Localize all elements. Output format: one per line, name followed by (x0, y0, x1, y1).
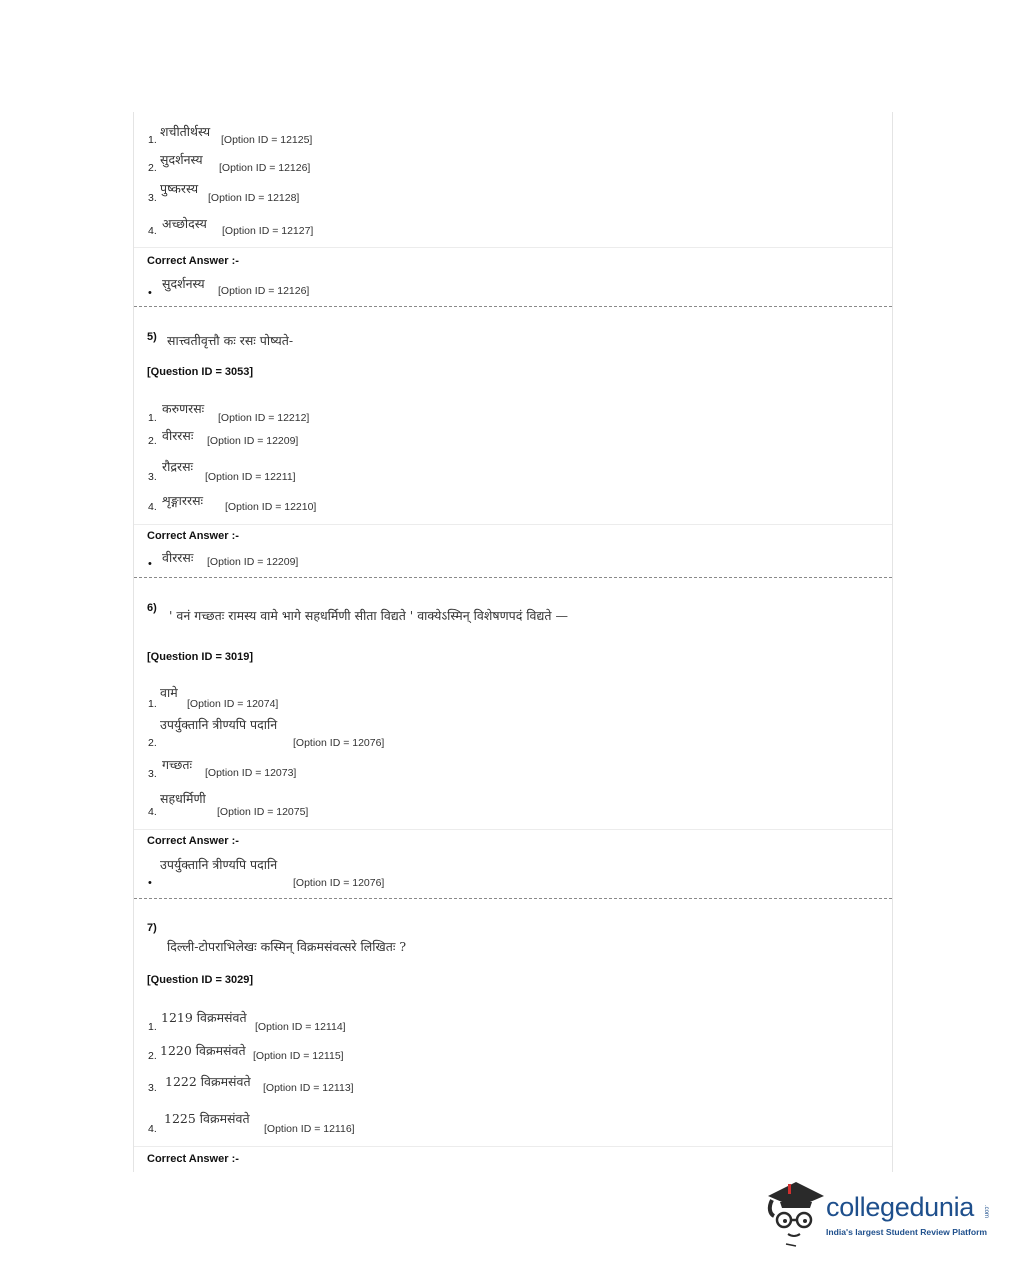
option-text: 1219 विक्रमसंवते (161, 1010, 247, 1025)
option-text: सुदर्शनस्य (160, 152, 203, 167)
option-text: रौद्ररसः (162, 459, 194, 474)
correct-answer-label: Correct Answer :- (147, 255, 239, 267)
option-text: शृङ्गाररसः (162, 493, 204, 508)
question-separator (134, 577, 892, 578)
option-id: [Option ID = 12127] (222, 225, 314, 237)
question-number: 5) (147, 331, 157, 343)
option-id: [Option ID = 12210] (225, 501, 317, 513)
option-id: [Option ID = 12212] (218, 412, 310, 424)
option-number: 3. (148, 471, 157, 483)
option-text: पुष्करस्य (160, 181, 199, 196)
answer-text: सुदर्शनस्य (162, 276, 205, 291)
option-text: शचीतीर्थस्य (160, 124, 211, 139)
question-number: 6) (147, 602, 157, 614)
answer-bullet: • (148, 558, 152, 570)
answer-bullet: • (148, 287, 152, 299)
logo-tagline: India's largest Student Review Platform (826, 1227, 988, 1237)
option-text: 1222 विक्रमसंवते (165, 1074, 251, 1089)
question-number: 7) (147, 922, 157, 934)
option-id: [Option ID = 12126] (219, 162, 311, 174)
option-id: [Option ID = 12075] (217, 806, 309, 818)
option-number: 4. (148, 806, 157, 818)
option-id: [Option ID = 12116] (264, 1123, 355, 1135)
option-text: वामे (160, 685, 178, 700)
option-id: [Option ID = 12209] (207, 435, 299, 447)
option-number: 2. (148, 435, 157, 447)
option-id: [Option ID = 12114] (255, 1021, 346, 1033)
divider (134, 247, 892, 248)
divider (134, 829, 892, 830)
correct-answer-label: Correct Answer :- (147, 835, 239, 847)
option-id: [Option ID = 12113] (263, 1082, 354, 1094)
answer-option-id: [Option ID = 12209] (207, 556, 299, 568)
question-separator (134, 898, 892, 899)
option-id: [Option ID = 12076] (293, 737, 385, 749)
logo-wordmark: collegedunia (826, 1192, 975, 1222)
option-number: 2. (148, 737, 157, 749)
option-text: अच्छोदस्य (162, 216, 207, 231)
divider (134, 1146, 892, 1147)
divider (134, 524, 892, 525)
option-text: वीररसः (162, 428, 194, 443)
answer-text: उपर्युक्तानि त्रीण्यपि पदानि (160, 857, 278, 872)
question-text: दिल्ली-टोपराभिलेखः कस्मिन् विक्रमसंवत्सरे लिखितः ? (167, 939, 407, 954)
option-text: 1220 विक्रमसंवते (160, 1043, 246, 1058)
question-separator (134, 306, 892, 307)
option-id: [Option ID = 12073] (205, 767, 297, 779)
option-number: 3. (148, 1082, 157, 1094)
exam-sheet (133, 112, 893, 1172)
option-id: [Option ID = 12074] (187, 698, 279, 710)
answer-bullet: • (148, 877, 152, 889)
answer-option-id: [Option ID = 12076] (293, 877, 385, 889)
option-number: 3. (148, 768, 157, 780)
answer-text: वीररसः (162, 550, 194, 565)
option-number: 1. (148, 698, 157, 710)
question-id: [Question ID = 3029] (147, 974, 254, 986)
mascot-icon (766, 1178, 826, 1250)
option-number: 3. (148, 192, 157, 204)
option-id: [Option ID = 12125] (221, 134, 313, 146)
question-text: ' वनं गच्छतः रामस्य वामे भागे सहधर्मिणी सीता विद्यते ' वाक्येऽस्मिन् विशेषणपदं विद्यते — (169, 608, 568, 623)
option-id: [Option ID = 12211] (205, 471, 296, 483)
correct-answer-label: Correct Answer :- (147, 1153, 239, 1165)
option-text: करुणरसः (162, 401, 205, 416)
option-text: सहधर्मिणी (160, 791, 206, 806)
option-text: 1225 विक्रमसंवते (164, 1111, 250, 1126)
question-id: [Question ID = 3053] (147, 366, 254, 378)
option-number: 1. (148, 412, 157, 424)
correct-answer-label: Correct Answer :- (147, 530, 239, 542)
option-number: 2. (148, 1050, 157, 1062)
question-text: सात्त्वतीवृत्तौ कः रसः पोष्यते- (167, 333, 294, 348)
option-number: 1. (148, 134, 157, 146)
logo-com: .com (983, 1205, 989, 1219)
option-id: [Option ID = 12115] (253, 1050, 344, 1062)
collegedunia-logo (766, 1178, 996, 1250)
option-number: 1. (148, 1021, 157, 1033)
option-id: [Option ID = 12128] (208, 192, 300, 204)
option-text: गच्छतः (162, 757, 193, 772)
option-number: 2. (148, 162, 157, 174)
option-text: उपर्युक्तानि त्रीण्यपि पदानि (160, 717, 278, 732)
answer-option-id: [Option ID = 12126] (218, 285, 310, 297)
option-number: 4. (148, 501, 157, 513)
option-number: 4. (148, 225, 157, 237)
question-id: [Question ID = 3019] (147, 651, 254, 663)
option-number: 4. (148, 1123, 157, 1135)
